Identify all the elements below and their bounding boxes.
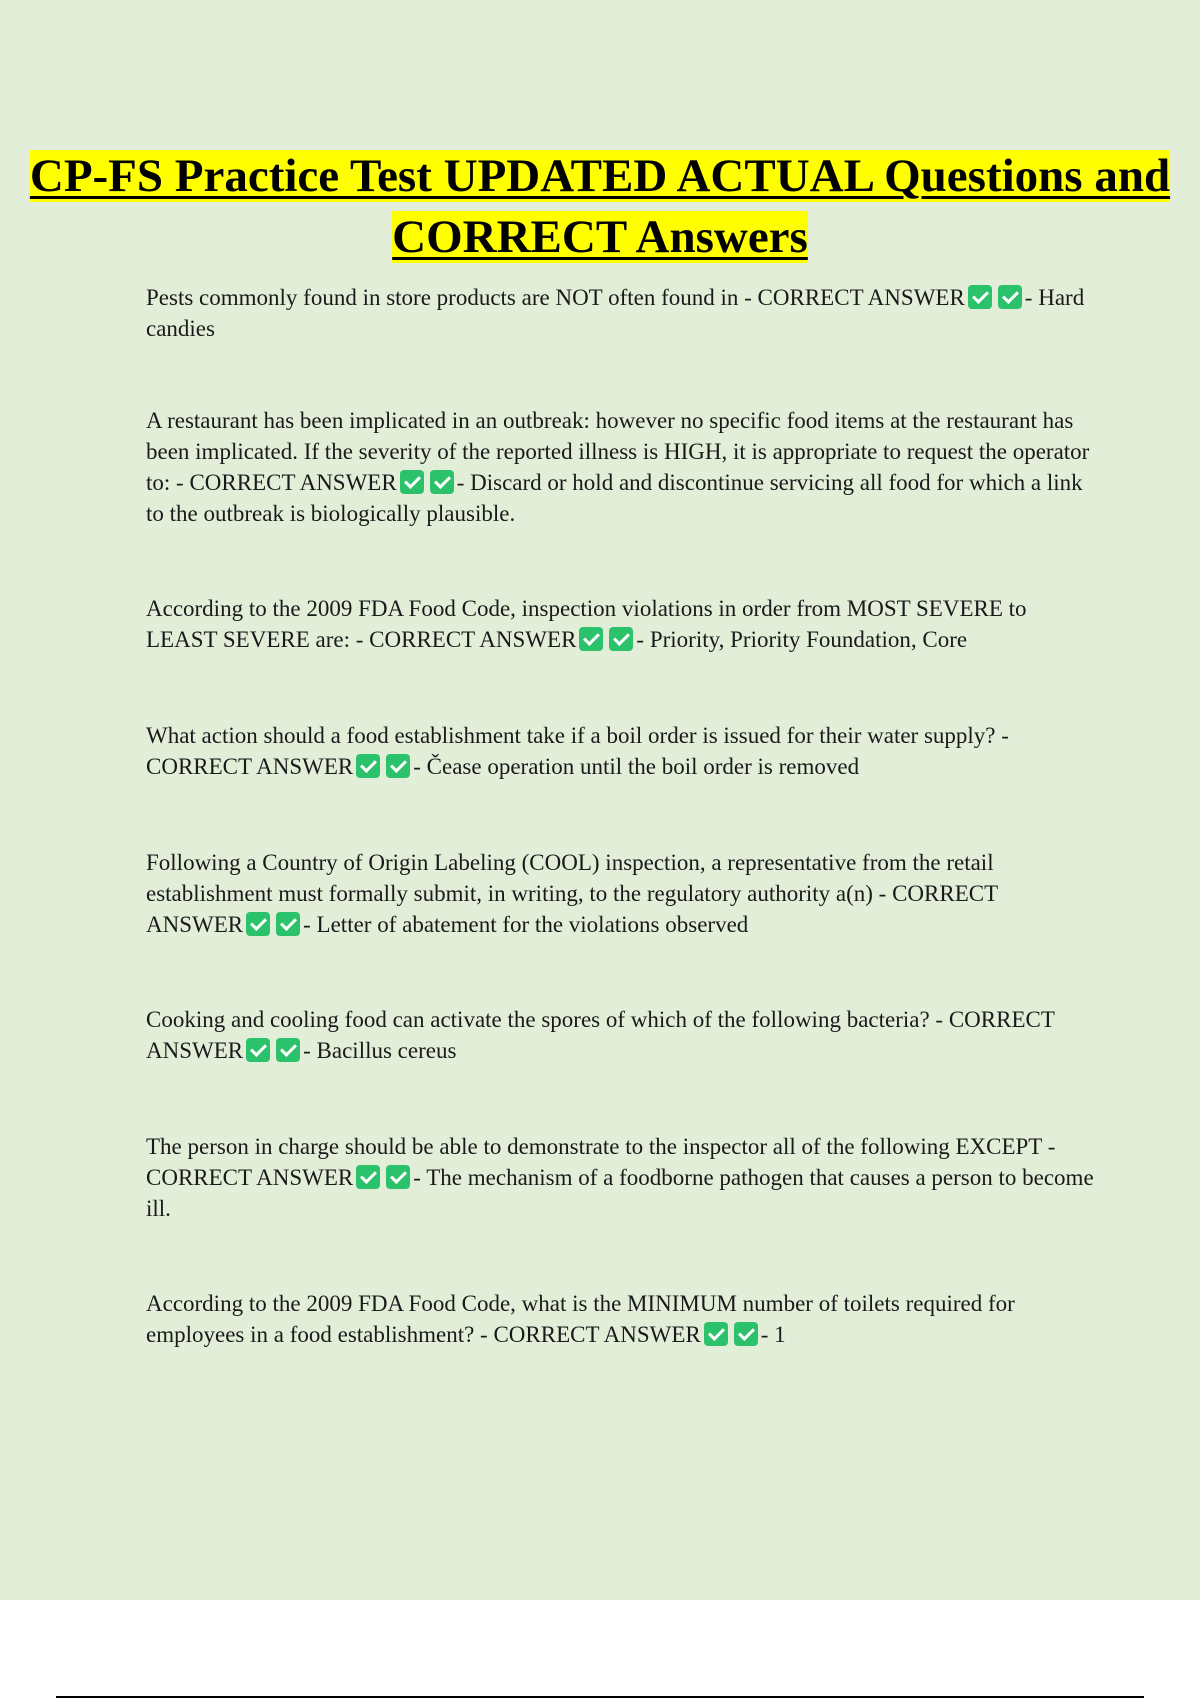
qa-item: What action should a food establishment take if a boil order is issued for their water supply? - CORRECT ANSWER - Čease operation until the boil order is removed [146,723,1009,779]
check-mark-icon [356,1165,380,1189]
qa-item: According to the 2009 FDA Food Code, what is the MINIMUM number of toilets required for employees in a food establishment? - CORRECT ANSWER - 1 [146,1291,1015,1347]
question-text: A restaurant has been implicated in an outbreak: however no specific food items at the restaurant has been implicated. If the severity of the reported illness is HIGH, it is appropriate to request the operator to: - [146,408,1090,495]
answer-text: Čease operation until the boil order is removed [426,754,860,779]
answer-marker: CORRECT ANSWER [146,881,998,937]
check-mark-icon [430,470,454,494]
check-mark-icon [998,285,1022,309]
qa-item: According to the 2009 FDA Food Code, inspection violations in order from MOST SEVERE to LEAST SEVERE are: - CORRECT ANSWER - Priority, Priority Foundation, Core [146,596,1027,652]
answer-text: Priority, Priority Foundation, Core [649,627,968,652]
question-text: According to the 2009 FDA Food Code, what is the MINIMUM number of toilets required for employees in a food establishment? - [146,1291,1015,1347]
answer-marker: CORRECT ANSWER [369,627,577,652]
answer-marker: CORRECT ANSWER [146,1165,354,1190]
check-mark-icon [276,912,300,936]
answer-text: Hard candies [146,285,1085,341]
question-text: Following a Country of Origin Labeling (COOL) inspection, a representative from the retail establishment must formally submit, in writing, to the regulatory authority a(n) - [146,850,994,906]
question-text: According to the 2009 FDA Food Code, inspection violations in order from MOST SEVERE to LEAST SEVERE are: - [146,596,1027,652]
answer-text: The mechanism of a foodborne pathogen that causes a person to become ill. [146,1165,1094,1221]
check-mark-icon [276,1038,300,1062]
answer-text: Bacillus cereus [316,1038,457,1063]
answer-marker: CORRECT ANSWER [146,1007,1055,1063]
answer-marker: CORRECT ANSWER [189,470,397,495]
page-title-text: CP-FS Practice Test UPDATED ACTUAL Questions and CORRECT Answers [29,150,1171,263]
check-mark-icon [356,754,380,778]
qa-item: Following a Country of Origin Labeling (COOL) inspection, a representative from the retail establishment must formally submit, in writing, to the regulatory authority a(n) - CORRECT ANSWER - Letter of abatement for the violations observed [146,850,998,937]
question-text: The person in charge should be able to demonstrate to the inspector all of the following EXCEPT - [146,1134,1056,1159]
check-mark-icon [968,285,992,309]
qa-item: A restaurant has been implicated in an outbreak: however no specific food items at the restaurant has been implicated. If the severity of the reported illness is HIGH, it is appropriate to request the operator to: - CORRECT ANSWER - Discard or hold and discontinue servicing all food for which a link to the outbreak is biologically plausible. [146,408,1090,526]
qa-item: Cooking and cooling food can activate the spores of which of the following bacteria? - CORRECT ANSWER - Bacillus cereus [146,1007,1055,1063]
question-text: Cooking and cooling food can activate the spores of which of the following bacteria? - [146,1007,949,1032]
answer-marker: CORRECT ANSWER [757,285,965,310]
check-mark-icon [246,912,270,936]
question-text: What action should a food establishment take if a boil order is issued for their water supply? - [146,723,1009,748]
question-text: Pests commonly found in store products are NOT often found in - [146,285,758,310]
answer-text: Discard or hold and discontinue servicing all food for which a link to the outbreak is biologically plausible. [146,470,1083,526]
footer-divider [56,1696,1144,1698]
answer-text: Letter of abatement for the violations observed [316,912,749,937]
qa-item: Pests commonly found in store products are NOT often found in - CORRECT ANSWER - Hard candies [146,285,1085,341]
answer-marker: CORRECT ANSWER [493,1322,701,1347]
check-mark-icon [386,1165,410,1189]
page-title [0,146,1200,268]
check-mark-icon [386,754,410,778]
check-mark-icon [734,1322,758,1346]
check-mark-icon [704,1322,728,1346]
answer-marker: CORRECT ANSWER [146,754,354,779]
check-mark-icon [246,1038,270,1062]
answer-text: 1 [774,1322,786,1347]
check-mark-icon [609,627,633,651]
check-mark-icon [579,627,603,651]
check-mark-icon [400,470,424,494]
qa-item: The person in charge should be able to demonstrate to the inspector all of the following EXCEPT - CORRECT ANSWER - The mechanism of a foodborne pathogen that causes a person to become ill. [146,1134,1094,1221]
